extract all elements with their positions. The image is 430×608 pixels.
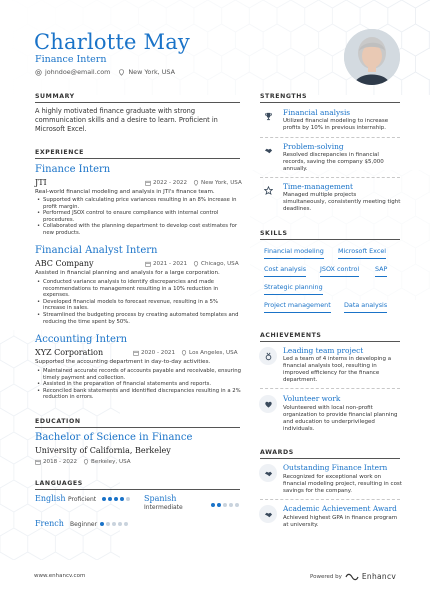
job-title: Accounting Intern	[35, 334, 128, 345]
languages-divider	[35, 489, 240, 490]
separator	[260, 388, 400, 389]
job-description: Supported the accounting department in day-to-day activities.	[35, 359, 211, 365]
job-company: XYZ Corporation	[35, 348, 104, 357]
job-meta	[133, 350, 238, 356]
education-heading: EDUCATION	[35, 418, 81, 425]
skill-tag: Data analysis	[344, 301, 387, 313]
handshake-icon	[259, 464, 277, 482]
handshake-icon	[259, 505, 277, 523]
rating-dot	[120, 497, 124, 501]
brand-name: Enhancv	[361, 572, 397, 581]
skill-tag: SAP	[375, 265, 387, 277]
rating-dot	[106, 522, 110, 526]
skills-divider	[260, 239, 400, 240]
job-location: New York, USA	[201, 180, 242, 186]
skill-tag: Financial modeling	[264, 247, 324, 259]
rating-dot	[118, 522, 122, 526]
contact-info	[35, 68, 175, 76]
candidate-name: Charlotte May	[34, 30, 190, 54]
education-divider	[35, 427, 240, 428]
location-contact	[118, 68, 175, 76]
education-meta	[35, 459, 131, 465]
strength-title: Problem-solving	[283, 142, 344, 151]
education-school: University of California, Berkeley	[35, 446, 171, 455]
achievement-title: Leading team project	[283, 346, 364, 355]
location-pin-icon	[181, 350, 187, 356]
summary-divider	[35, 102, 240, 103]
job-bullets	[36, 368, 241, 401]
medal-icon	[259, 347, 277, 365]
strength-desc: Managed multiple projects simultaneously, consistently meeting tight deadlines.	[283, 192, 401, 212]
summary-heading: SUMMARY	[35, 93, 75, 100]
rating-dot	[126, 497, 130, 501]
rating-dot	[112, 522, 116, 526]
rating-dot	[229, 503, 233, 507]
rating-dot	[223, 503, 227, 507]
location-pin-icon	[118, 69, 125, 76]
achievements-divider	[260, 341, 400, 342]
award-desc: Recognized for exceptional work on financial modeling project, resulting in cost savings for the company.	[283, 474, 402, 494]
language-rating	[102, 497, 130, 501]
language-level: Beginner	[70, 521, 98, 528]
job-company: ABC Company	[35, 259, 94, 268]
awards-heading: AWARDS	[260, 449, 294, 456]
strength-desc: Utilized financial modeling to increase profits by 10% in previous internship.	[283, 118, 389, 131]
achievement-title: Volunteer work	[283, 394, 341, 403]
job-dates: 2022 - 2022	[153, 180, 188, 186]
job-bullet: • Assisted in the preparation of financial statements and reports.	[36, 381, 241, 388]
job-bullet: • Developed financial models to forecast revenue, resulting in a 5% increase in sales.	[36, 299, 241, 312]
job-title: Financial Analyst Intern	[35, 245, 158, 256]
achievement-desc: Led a team of 4 interns in developing a financial analysis tool, resulting in improved efficiency for the finance department.	[283, 356, 392, 383]
job-title: Finance Intern	[35, 164, 111, 175]
location-pin-icon	[193, 180, 199, 186]
calendar-icon	[35, 459, 41, 465]
job-dates: 2021 - 2021	[153, 261, 188, 267]
separator	[260, 177, 400, 178]
job-bullets	[36, 197, 241, 237]
rating-dot	[108, 497, 112, 501]
separator	[260, 137, 400, 138]
skill-tag: Cost analysis	[264, 265, 306, 277]
skill-tag: Microsoft Excel	[338, 247, 386, 259]
calendar-icon	[133, 350, 139, 356]
job-bullet: • Performed JSOX control to ensure compliance with internal control procedures.	[36, 210, 241, 223]
strength-title: Financial analysis	[283, 108, 351, 117]
language-rating	[211, 503, 239, 507]
job-description: Assisted in financial planning and analysis for a large corporation.	[35, 270, 220, 276]
awards-divider	[260, 458, 400, 459]
strength-desc: Resolved discrepancies in financial records, saving the company $5,000 annually.	[283, 152, 384, 172]
language-name: Spanish	[144, 494, 177, 503]
strengths-heading: STRENGTHS	[260, 93, 308, 100]
job-bullet: • Reconciled bank statements and identified discrepancies resulting in a 2% reduction in errors.	[36, 388, 241, 401]
language-level: Proficient	[68, 496, 97, 503]
star-icon	[262, 184, 275, 197]
award-desc: Achieved highest GPA in finance program at university.	[283, 515, 398, 528]
rating-dot	[211, 503, 215, 507]
job-meta	[145, 261, 239, 267]
powered-by-label: Powered by	[310, 573, 342, 580]
experience-heading: EXPERIENCE	[35, 149, 84, 156]
at-icon	[35, 69, 42, 76]
footer-site-link[interactable]: www.enhancv.com	[34, 573, 86, 579]
job-meta	[145, 180, 242, 186]
job-bullet: • Supported with calculating price variances resulting in an 8% increase in profit margin.	[36, 197, 241, 210]
education-degree: Bachelor of Science in Finance	[35, 432, 193, 443]
language-level: Intermediate	[144, 504, 183, 511]
job-bullet: • Conducted variance analysis to identify discrepancies and made recommendations to management resulting in a 10% reduction in expenses.	[36, 279, 241, 299]
handshake-icon	[262, 144, 275, 157]
summary-text: A highly motivated finance graduate with strong communication skills and a desire to learn. Proficient in Microsoft Excel.	[35, 107, 218, 133]
language-name: French	[35, 519, 64, 528]
job-bullet: • Collaborated with the planning department to develop cost estimates for new products.	[36, 223, 241, 236]
award-title: Outstanding Finance Intern	[283, 463, 388, 472]
job-description: Real-world financial modeling and analysis in JTI's finance team.	[35, 189, 215, 195]
skill-tag: Project management	[264, 301, 331, 313]
job-location: Los Angeles, USA	[189, 350, 238, 356]
achievements-heading: ACHIEVEMENTS	[260, 332, 322, 339]
candidate-title: Finance Intern	[35, 54, 107, 65]
trophy-icon	[262, 110, 275, 123]
footer-branding	[310, 572, 396, 581]
rating-dot	[114, 497, 118, 501]
achievement-desc: Volunteered with local non-profit organization to provide financial planning and education to underprivileged individuals.	[283, 405, 398, 432]
email-contact[interactable]	[35, 68, 110, 76]
rating-dot	[100, 522, 104, 526]
calendar-icon	[145, 180, 151, 186]
job-bullet: • Streamlined the budgeting process by creating automated templates and reducing the time spent by 50%.	[36, 312, 241, 325]
rating-dot	[102, 497, 106, 501]
skills-heading: SKILLS	[260, 230, 288, 237]
rating-dot	[124, 522, 128, 526]
skill-tag: JSOX control	[320, 265, 359, 277]
enhancv-logo-icon	[345, 573, 359, 581]
calendar-icon	[145, 261, 151, 267]
location-pin-icon	[83, 459, 89, 465]
job-bullets	[36, 279, 241, 325]
email-text: johndoe@email.com	[45, 68, 111, 76]
location-pin-icon	[193, 261, 199, 267]
language-name: English	[35, 494, 66, 503]
job-dates: 2020 - 2021	[141, 350, 176, 356]
rating-dot	[217, 503, 221, 507]
language-rating	[100, 522, 128, 526]
skill-tag: Strategic planning	[264, 283, 323, 295]
strength-title: Time-management	[283, 182, 353, 191]
rating-dot	[235, 503, 239, 507]
job-location: Chicago, USA	[201, 261, 239, 267]
strengths-divider	[260, 102, 400, 103]
avatar-illustration	[344, 29, 400, 85]
profile-photo	[344, 29, 400, 85]
location-text: New York, USA	[128, 68, 175, 76]
education-dates: 2018 - 2022	[43, 459, 78, 465]
experience-divider	[35, 158, 240, 159]
job-bullet: • Maintained accurate records of accounts payable and receivable, ensuring timely payment and collection.	[36, 368, 241, 381]
job-company: JTI	[35, 178, 47, 187]
separator	[260, 499, 400, 500]
heart-icon	[259, 395, 277, 413]
award-title: Academic Achievement Award	[283, 504, 397, 513]
education-location: Berkeley, USA	[91, 459, 131, 465]
languages-heading: LANGUAGES	[35, 480, 83, 487]
